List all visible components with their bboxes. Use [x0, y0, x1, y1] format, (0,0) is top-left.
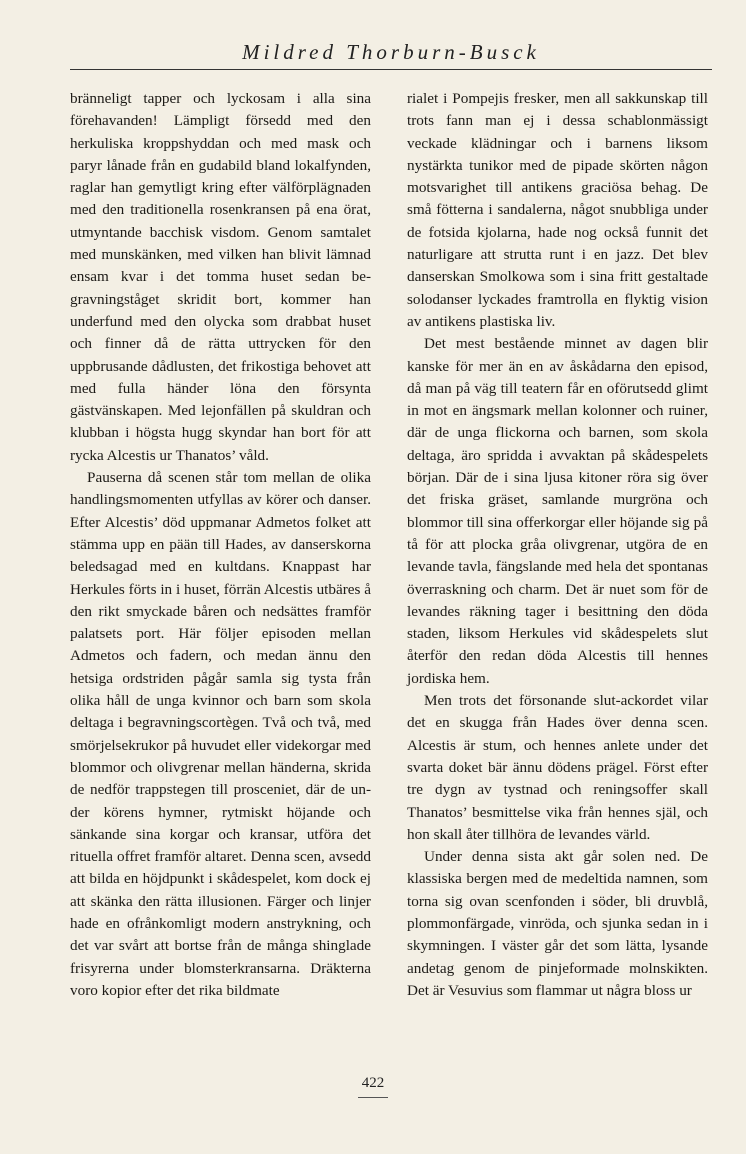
paragraph: Det mest bestående minnet av dagen blir kanske för mer än en av åskådarna den episod, då man på väg till teatern får en oförutsedd glimt in mot en ängsmark mellan kolonner och ruiner, där de unga flickorna och barnen, som skola deltaga, äro spridda i avvaktan på skådespelets början. Där de i sina ljusa kitoner röra sig över det friska gräset, samlande murgröna och blommor till sina offerkorgar eller höjande sig på tå för att plocka gråa olivgrenar, utgöra de en levande tavla, fängslande med hela det spontanas överraskning och charm. Det är nuet som för de levandes räkning tager i besittning den döda staden, liksom Herkules vid skådespelets slut återför den redan döda Alcestis till hennes jordiska hem. — [407, 335, 708, 687]
paragraph: Pauserna då scenen står tom mellan de olika handlingsmomenten utfyllas av körer och danser. Efter Alcestis’ död uppmanar Admetos folket att stämma upp en pään till Hades, av danserskorna beledsagad med en kultdans. Knappast har Herkules förts in i huset, förrän Alcestis utbäres å den rikt smyckade båren och nedsättes framför palatsets port. Här följer episoden mellan Admetos och fadern, och medan ännu den hetsiga ordstriden pågår samla sig tysta från olika håll de unga kvinnor och barn som skola deltaga i begravningscortègen. Två och två, med smörjelsekrukor på huvudet eller videkorgar med blommor och olivgrenar mellan händerna, skrida de nedför trappstegen till prosceniet, där de under körens hymner, rytmiskt höjande och sänkande sina korgar och kransar, utföra det rituella offret framför altaret. Denna scen, avsedd att bilda en höjdpunkt i skådespelet, kom dock ej att skänka den rätta illusionen. Färger och linjer hade en ofrånkomligt modern anstrykning, och det var svårt att bortse från de många shinglade frisyrerna under blomsterkransarna. Dräkterna voro kopior efter det rika bildmate — [70, 469, 371, 999]
paragraph: rialet i Pompejis fresker, men all sakkunskap till trots fann man ej i dessa schablonmässigt veckade klädningar och i barnens liksom nystärkta tunikor med de pipade skörten någon motsvarighet till antikens graciösa behag. De små fötterna i sandalerna, något snubbliga under de fotsida kjolarna, hade nog också funnit det naturligare att strutta runt i en jazz. Det blev danserskan Smolkowa som i sina fritt gestaltade solodanser lyckades framtrolla en flyktig vision av antikens plastiska liv. — [407, 90, 708, 330]
paragraph: Men trots det försonande slut-ackordet vilar det en skugga från Hades över denna scen. Alcestis är stum, och hennes anlete under det svarta doket bär ännu dödens prägel. Först efter tre dygn av tystnad och reningsoffer skall Thanatos’ besmittelse vika från hennes själ, och hon skall åter tillhöra de levandes värld. — [407, 692, 708, 843]
page-number-rule — [358, 1097, 388, 1098]
running-title: Mildred Thorburn-Busck — [242, 40, 540, 64]
paragraph: Under denna sista akt går solen ned. De klassiska bergen med de medeltida namnen, som torna sig ovan scenfonden i söder, bli druvblå, plommonfärgade, vinröda, och sjunka sedan in i skymningen. I väster går det som lätta, lysande andetag genom de pinjeformade molnskikten. Det är Vesuvius som flammar ut några bloss ur — [407, 848, 708, 999]
page-number: 422 — [361, 1075, 385, 1091]
paragraph: bränneligt tapper och lyckosam i alla sina förehavanden! Lämpligt försedd med den herkuliska kroppshyddan och med mask och paryr lånade från en gudabild bland lokalfynden, raglar han gemytligt kring efter välförplägnaden med den traditionella rosenkransen på ena örat, utmyntande bacchisk visdom. Genom samtalet med munskänken, med vilken han blivit lämnad ensam kvar i det tomma huset sedan begravningståget skridit bort, kommer han underfund med den olycka som drabbat huset och finner då de rätta uttrycken för den uppbrusande dådlusten, det frikostiga behovet att med fulla händer löna den försynta gästvänskapen. Med lejonfällen på skuldran och klubban i högsta hugg skyndar han bort för att rycka Alcestis ur Thanatos’ våld. — [70, 90, 371, 464]
left-column — [70, 88, 371, 1002]
right-column — [407, 88, 708, 1002]
header-rule — [70, 69, 712, 70]
